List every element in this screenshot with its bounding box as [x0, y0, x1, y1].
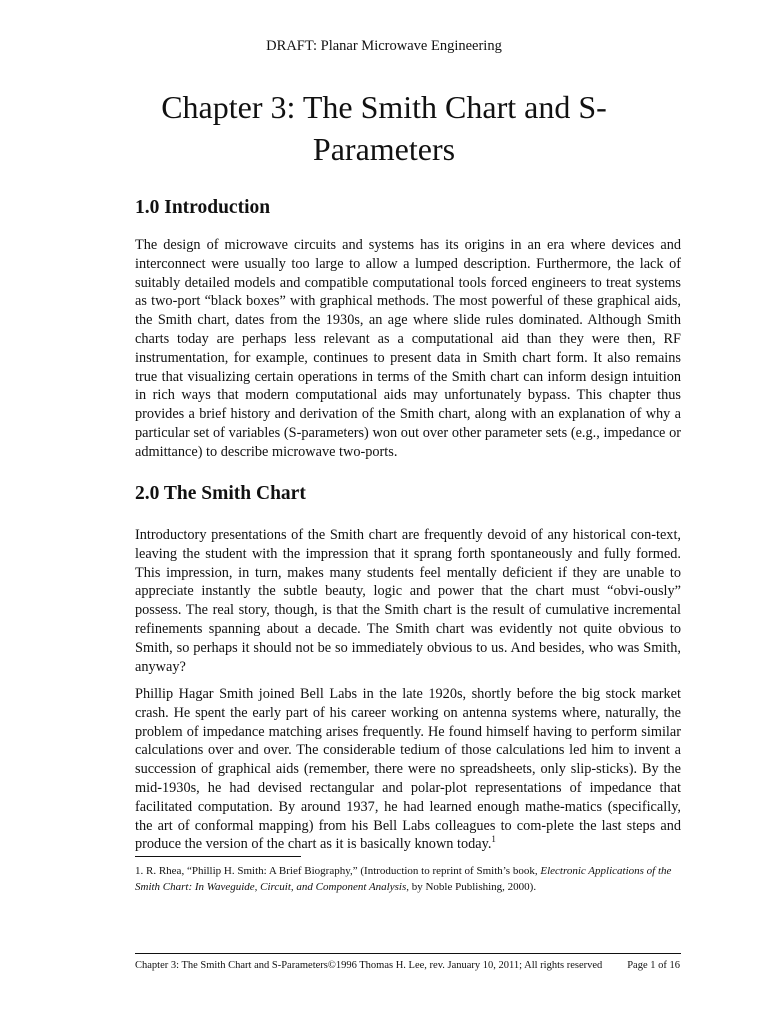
footer-divider	[135, 953, 681, 954]
chapter-title-line1: Chapter 3: The Smith Chart and S-	[161, 89, 607, 125]
chapter-title	[120, 86, 648, 170]
footnote-prefix: 1. R. Rhea, “Phillip H. Smith: A Brief Biography,” (Introduction to reprint of Smith’s book,	[135, 865, 541, 877]
footnote-book-title: Electronic Applications of the Smith Chart: In Waveguide, Circuit, and Component Analysis	[135, 865, 672, 893]
intro-paragraph: The design of microwave circuits and systems has its origins in an era where devices and interconnect were usually too large to allow a lumped description. Furthermore, the lack of suitably detailed models and compatible computational tools forced engineers to treat systems as two-port “black boxes” with graphical methods. The most powerful of these graphical aids, the Smith chart, dates from the 1930s, an age where slide rules dominated. Although Smith charts today are perhaps less relevant as a computational aid than they were then, RF instrumentation, for example, continues to present data in Smith chart form. It also remains true that visualizing certain operations in terms of the Smith chart can inform design intuition in rich ways that modern computational aids may unfortunately bypass. This chapter thus provides a brief history and derivation of the Smith chart, along with an explanation of why a particular set of variables (S-parameters) won out over other parameter sets (e.g., impedance or admittance) to describe microwave two-ports.	[135, 237, 681, 460]
footnote-suffix: , by Noble Publishing, 2000).	[406, 880, 537, 893]
page-number: Page 1 of 16	[627, 960, 680, 971]
footnote-divider	[135, 856, 301, 857]
footer-copyright: Chapter 3: The Smith Chart and S-Parameters©1996 Thomas H. Lee, rev. January 10, 2011; All rights reserved	[135, 960, 603, 971]
smith-chart-paragraph-2-text: Phillip Hagar Smith joined Bell Labs in the late 1920s, shortly before the big stock market crash. He spent the early part of his career working on antenna systems where, naturally, the problem of impedance matching arises frequently. He found himself having to perform similar calculations over and over. The considerable tedium of those calculations led him to invent a succession of graphical aids (remember, there were no spreadsheets, only slip-sticks). By the mid-1930s, he had devised rectangular and polar-plot representations of impedance that facilitated computation. By around 1937, he had learned enough mathe-matics (specifically, the art of conformal mapping) from his Bell Labs colleagues to com-plete the last steps and produce the version of the chart as it is basically known today.	[135, 686, 681, 853]
footnote-reference[interactable]: 1	[491, 834, 496, 845]
section-heading-introduction: 1.0 Introduction	[135, 197, 271, 218]
smith-chart-paragraph-2	[135, 685, 681, 854]
section-heading-smith-chart: 2.0 The Smith Chart	[135, 483, 306, 504]
running-header: DRAFT: Planar Microwave Engineering	[266, 38, 502, 54]
footnote	[135, 864, 681, 895]
chapter-title-line2: Parameters	[312, 131, 456, 167]
smith-chart-paragraph-1: Introductory presentations of the Smith chart are frequently devoid of any historical con-text, leaving the student with the impression that it sprang forth spontaneously and fully formed. This impression, in turn, makes many students feel mentally deficient if they are unable to appreciate instantly the subtle beauty, logic and power that the chart must “obvi-ously” possess. The real story, though, is that the Smith chart is the result of cumulative incremental refinements spanning about a decade. The Smith chart was evidently not quite obvious to Smith, so perhaps it should not be so immediately obvious to us. And besides, who was Smith, anyway?	[135, 527, 681, 675]
